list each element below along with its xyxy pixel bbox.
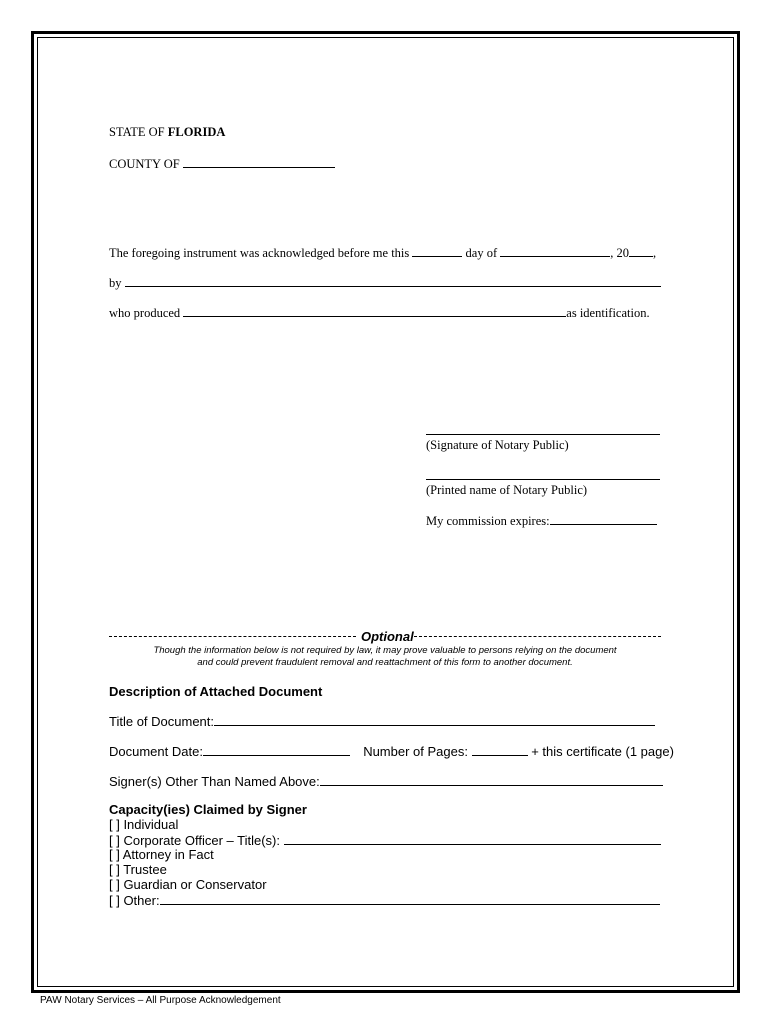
acknowledgement-line bbox=[109, 244, 656, 261]
state-value: FLORIDA bbox=[167, 125, 226, 139]
date-label: Document Date: bbox=[109, 744, 203, 759]
by-field[interactable] bbox=[125, 274, 661, 287]
optional-note-2: and could prevent fraudulent removal and reattachment of this form to another document. bbox=[197, 657, 573, 668]
ack-end: , bbox=[652, 246, 657, 260]
optional-note-1: Though the information below is not required by law, it may prove valuable to persons relying on the document bbox=[153, 645, 617, 656]
description-heading: Description of Attached Document bbox=[109, 684, 323, 699]
produced-line bbox=[109, 304, 650, 321]
capacity-item-individual[interactable]: [ ] Individual bbox=[109, 817, 179, 832]
month-field[interactable] bbox=[500, 244, 610, 257]
state-line bbox=[109, 125, 225, 140]
ack-year: , 20 bbox=[610, 246, 629, 260]
title-field[interactable] bbox=[214, 713, 655, 726]
capacity-item-corporate-officer[interactable] bbox=[109, 832, 661, 848]
corporate-title-field[interactable] bbox=[284, 832, 661, 845]
capacity-other-label: [ ] Other: bbox=[109, 893, 160, 908]
day-field[interactable] bbox=[412, 244, 462, 257]
optional-rule-left bbox=[109, 636, 356, 637]
signers-field[interactable] bbox=[320, 773, 663, 786]
identification-field[interactable] bbox=[183, 304, 566, 317]
other-field[interactable] bbox=[160, 892, 660, 905]
signers-line bbox=[109, 773, 663, 789]
by-label: by bbox=[109, 276, 122, 290]
printed-name-label: (Printed name of Notary Public) bbox=[426, 483, 588, 497]
ack-prefix: The foregoing instrument was acknowledged before me this bbox=[109, 246, 410, 260]
signature-line[interactable] bbox=[426, 434, 660, 435]
optional-rule-right bbox=[414, 636, 661, 637]
date-pages-line bbox=[109, 743, 674, 759]
commission-label: My commission expires: bbox=[426, 514, 550, 528]
date-field[interactable] bbox=[203, 743, 350, 756]
printed-name-line[interactable] bbox=[426, 479, 660, 480]
ack-day-of: day of bbox=[465, 246, 498, 260]
footer-text: PAW Notary Services – All Purpose Acknowledgement bbox=[40, 995, 281, 1006]
signers-label: Signer(s) Other Than Named Above: bbox=[109, 774, 320, 789]
capacity-item-guardian[interactable]: [ ] Guardian or Conservator bbox=[109, 877, 267, 892]
title-line bbox=[109, 713, 655, 729]
county-field[interactable] bbox=[183, 155, 335, 168]
capacity-item-other[interactable] bbox=[109, 892, 660, 908]
county-line bbox=[109, 155, 335, 172]
capacity-corporate-label: [ ] Corporate Officer – Title(s): bbox=[109, 833, 280, 848]
by-line bbox=[109, 274, 661, 291]
pages-label: Number of Pages: bbox=[363, 744, 468, 759]
optional-title: Optional bbox=[361, 629, 414, 644]
pages-field[interactable] bbox=[472, 743, 528, 756]
capacity-item-trustee[interactable]: [ ] Trustee bbox=[109, 862, 167, 877]
signature-label: (Signature of Notary Public) bbox=[426, 438, 569, 452]
produced-suffix: as identification. bbox=[566, 306, 650, 320]
state-label: STATE OF bbox=[109, 125, 165, 139]
produced-label: who produced bbox=[109, 306, 181, 320]
commission-line bbox=[426, 512, 657, 529]
title-label: Title of Document: bbox=[109, 714, 215, 729]
county-label: COUNTY OF bbox=[109, 157, 180, 171]
capacity-item-attorney[interactable]: [ ] Attorney in Fact bbox=[109, 847, 214, 862]
capacity-heading: Capacity(ies) Claimed by Signer bbox=[109, 802, 307, 817]
pages-suffix: + this certificate (1 page) bbox=[531, 744, 674, 759]
commission-field[interactable] bbox=[550, 512, 657, 525]
year-field[interactable] bbox=[629, 244, 653, 257]
